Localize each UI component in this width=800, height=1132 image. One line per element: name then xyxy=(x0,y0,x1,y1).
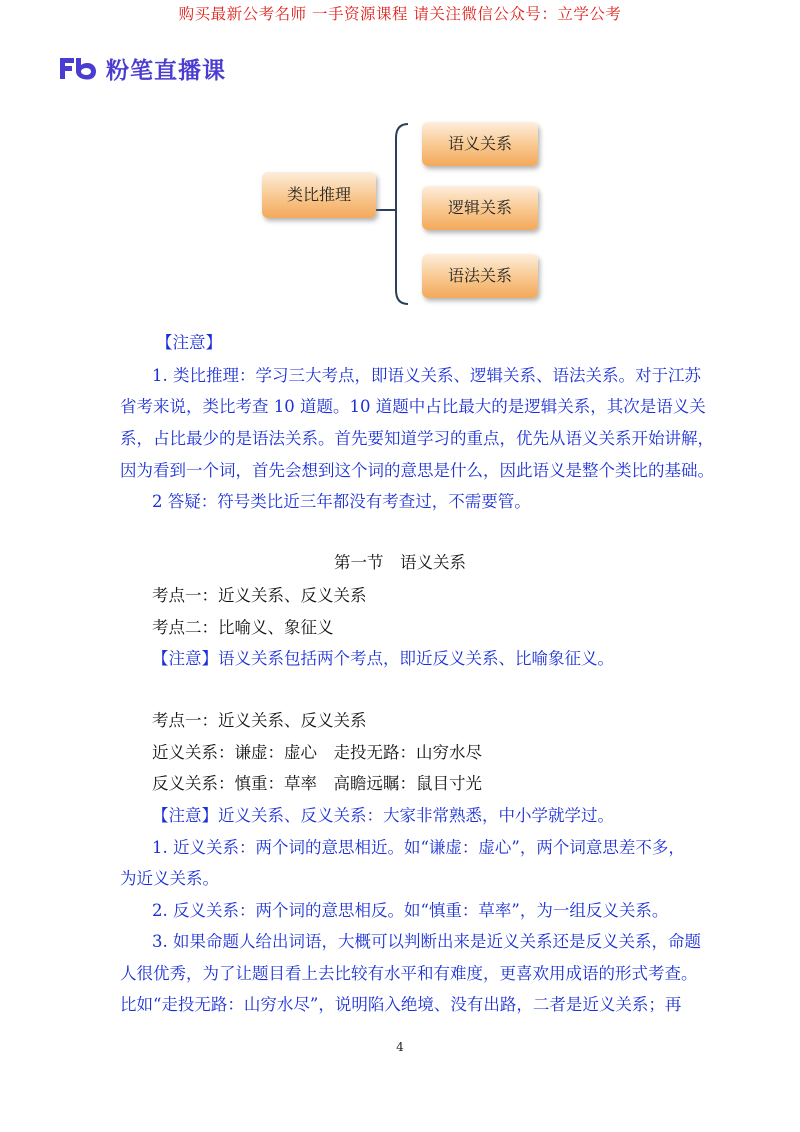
child-node-semantic: 语义关系 xyxy=(422,122,538,166)
paragraph-1-line-2: 省考来说，类比考查 10 道题。10 道题中占比最大的是逻辑关系，其次是语义关 xyxy=(120,397,706,416)
key-point-1: 考点一：近义关系、反义关系 xyxy=(152,586,367,605)
note-2: 【注意】语义关系包括两个考点，即近反义关系、比喻象征义。 xyxy=(152,649,614,668)
key-point-1-repeat: 考点一：近义关系、反义关系 xyxy=(152,711,367,730)
root-node: 类比推理 xyxy=(262,172,376,218)
paragraph-5-line-2: 人很优秀，为了让题目看上去比较有水平和有难度，更喜欢用成语的形式考查。 xyxy=(120,964,698,983)
child-node-logic: 逻辑关系 xyxy=(422,186,538,230)
paragraph-1-line-3: 系，占比最少的是语法关系。首先要知道学习的重点，优先从语义关系开始讲解， xyxy=(120,429,714,448)
paragraph-2: 2 答疑：符号类比近三年都没有考查过，不需要管。 xyxy=(152,492,531,511)
synonym-example: 近义关系：谦虚：虚心 走投无路：山穷水尽 xyxy=(152,743,482,762)
antonym-example: 反义关系：慎重：草率 高瞻远瞩：鼠目寸光 xyxy=(152,774,482,793)
paragraph-3-line-1: 1. 近义关系：两个词的意思相近。如“谦虚：虚心”，两个词意思差不多， xyxy=(152,838,685,857)
paragraph-1-line-1: 1. 类比推理：学习三大考点，即语义关系、逻辑关系、语法关系。对于江苏 xyxy=(152,366,701,385)
paragraph-5-line-3: 比如“走投无路：山穷水尽”，说明陷入绝境、没有出路，二者是近义关系；再 xyxy=(120,995,682,1014)
section-title: 第一节 语义关系 xyxy=(334,553,466,572)
paragraph-4: 2. 反义关系：两个词的意思相反。如“慎重：草率”，为一组反义关系。 xyxy=(152,901,669,920)
top-banner: 购买最新公考名师 一手资源课程 请关注微信公众号：立学公考 xyxy=(178,5,622,23)
child-node-grammar: 语法关系 xyxy=(422,254,538,298)
logo-text: 粉笔直播课 xyxy=(106,57,226,84)
key-point-2: 考点二：比喻义、象征义 xyxy=(152,618,334,637)
page-number: 4 xyxy=(396,1040,404,1054)
note-3: 【注意】近义关系、反义关系：大家非常熟悉，中小学就学过。 xyxy=(152,806,614,825)
paragraph-5-line-1: 3. 如果命题人给出词语，大概可以判断出来是近义关系还是反义关系，命题 xyxy=(152,932,701,951)
note-heading: 【注意】 xyxy=(156,333,222,352)
paragraph-1-line-4: 因为看到一个词，首先会想到这个词的意思是什么，因此语义是整个类比的基础。 xyxy=(120,461,714,480)
paragraph-3-line-2: 为近义关系。 xyxy=(120,869,219,888)
